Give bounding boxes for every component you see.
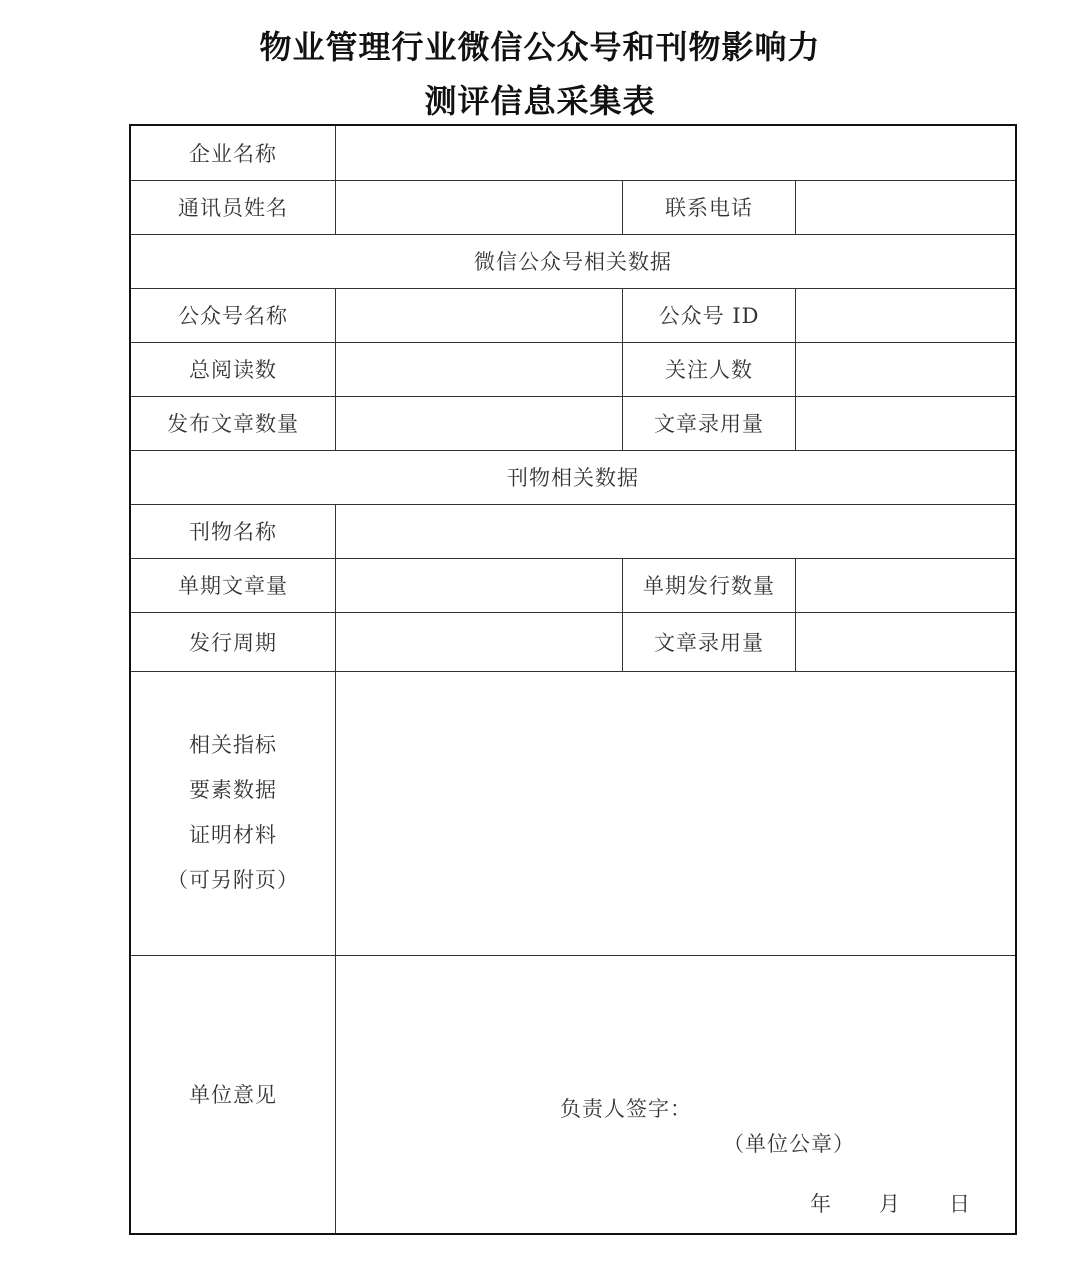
indicators-label-line: 相关指标	[189, 733, 277, 757]
indicators-field[interactable]	[336, 672, 1015, 955]
wechat-section-header: 微信公众号相关数据	[474, 250, 672, 274]
articles-adopted-wechat-field[interactable]	[796, 397, 1015, 450]
info-collection-form	[129, 124, 1017, 1235]
issue-cycle-label: 发行周期	[189, 630, 277, 655]
total-reads-field[interactable]	[336, 343, 622, 396]
indicators-label	[131, 671, 335, 955]
account-name-label: 公众号名称	[178, 304, 288, 328]
journal-section-header: 刊物相关数据	[507, 466, 639, 490]
correspondent-name-label: 通讯员姓名	[178, 196, 288, 220]
contact-phone-field[interactable]	[796, 181, 1015, 234]
company-name-label: 企业名称	[189, 142, 277, 166]
circulation-per-issue-label: 单期发行数量	[643, 574, 775, 598]
indicators-label-line: 要素数据	[189, 778, 277, 802]
account-id-field[interactable]	[796, 289, 1015, 342]
signature-label: 负责人签字：	[560, 1097, 692, 1121]
followers-label: 关注人数	[665, 358, 753, 382]
articles-per-issue-label: 单期文章量	[178, 574, 288, 598]
form-title-line1: 物业管理行业微信公众号和刊物影响力	[259, 28, 821, 66]
articles-adopted-journal-label: 文章录用量	[654, 630, 764, 655]
date-year-label: 年	[810, 1192, 832, 1216]
journal-name-field[interactable]	[336, 505, 1015, 558]
correspondent-name-field[interactable]	[336, 181, 622, 234]
articles-published-field[interactable]	[336, 397, 622, 450]
articles-adopted-journal-field[interactable]	[796, 613, 1015, 671]
indicators-label-line: （可另附页）	[167, 868, 299, 892]
company-name-field[interactable]	[336, 126, 1015, 180]
total-reads-label: 总阅读数	[189, 358, 277, 382]
form-title-line2: 测评信息采集表	[424, 82, 656, 120]
followers-field[interactable]	[796, 343, 1015, 396]
indicators-label-line: 证明材料	[189, 823, 277, 847]
unit-opinion-label: 单位意见	[189, 1083, 277, 1107]
issue-cycle-field[interactable]	[336, 613, 622, 671]
articles-per-issue-field[interactable]	[336, 559, 622, 612]
circulation-per-issue-field[interactable]	[796, 559, 1015, 612]
seal-label: （单位公章）	[723, 1132, 855, 1156]
date-month-label: 月	[879, 1192, 901, 1216]
articles-published-label: 发布文章数量	[167, 412, 299, 436]
account-name-field[interactable]	[336, 289, 622, 342]
contact-phone-label: 联系电话	[665, 196, 753, 220]
account-id-label: 公众号 ID	[658, 304, 760, 328]
date-day-label: 日	[949, 1192, 971, 1216]
journal-name-label: 刊物名称	[189, 520, 277, 544]
articles-adopted-wechat-label: 文章录用量	[654, 412, 764, 436]
